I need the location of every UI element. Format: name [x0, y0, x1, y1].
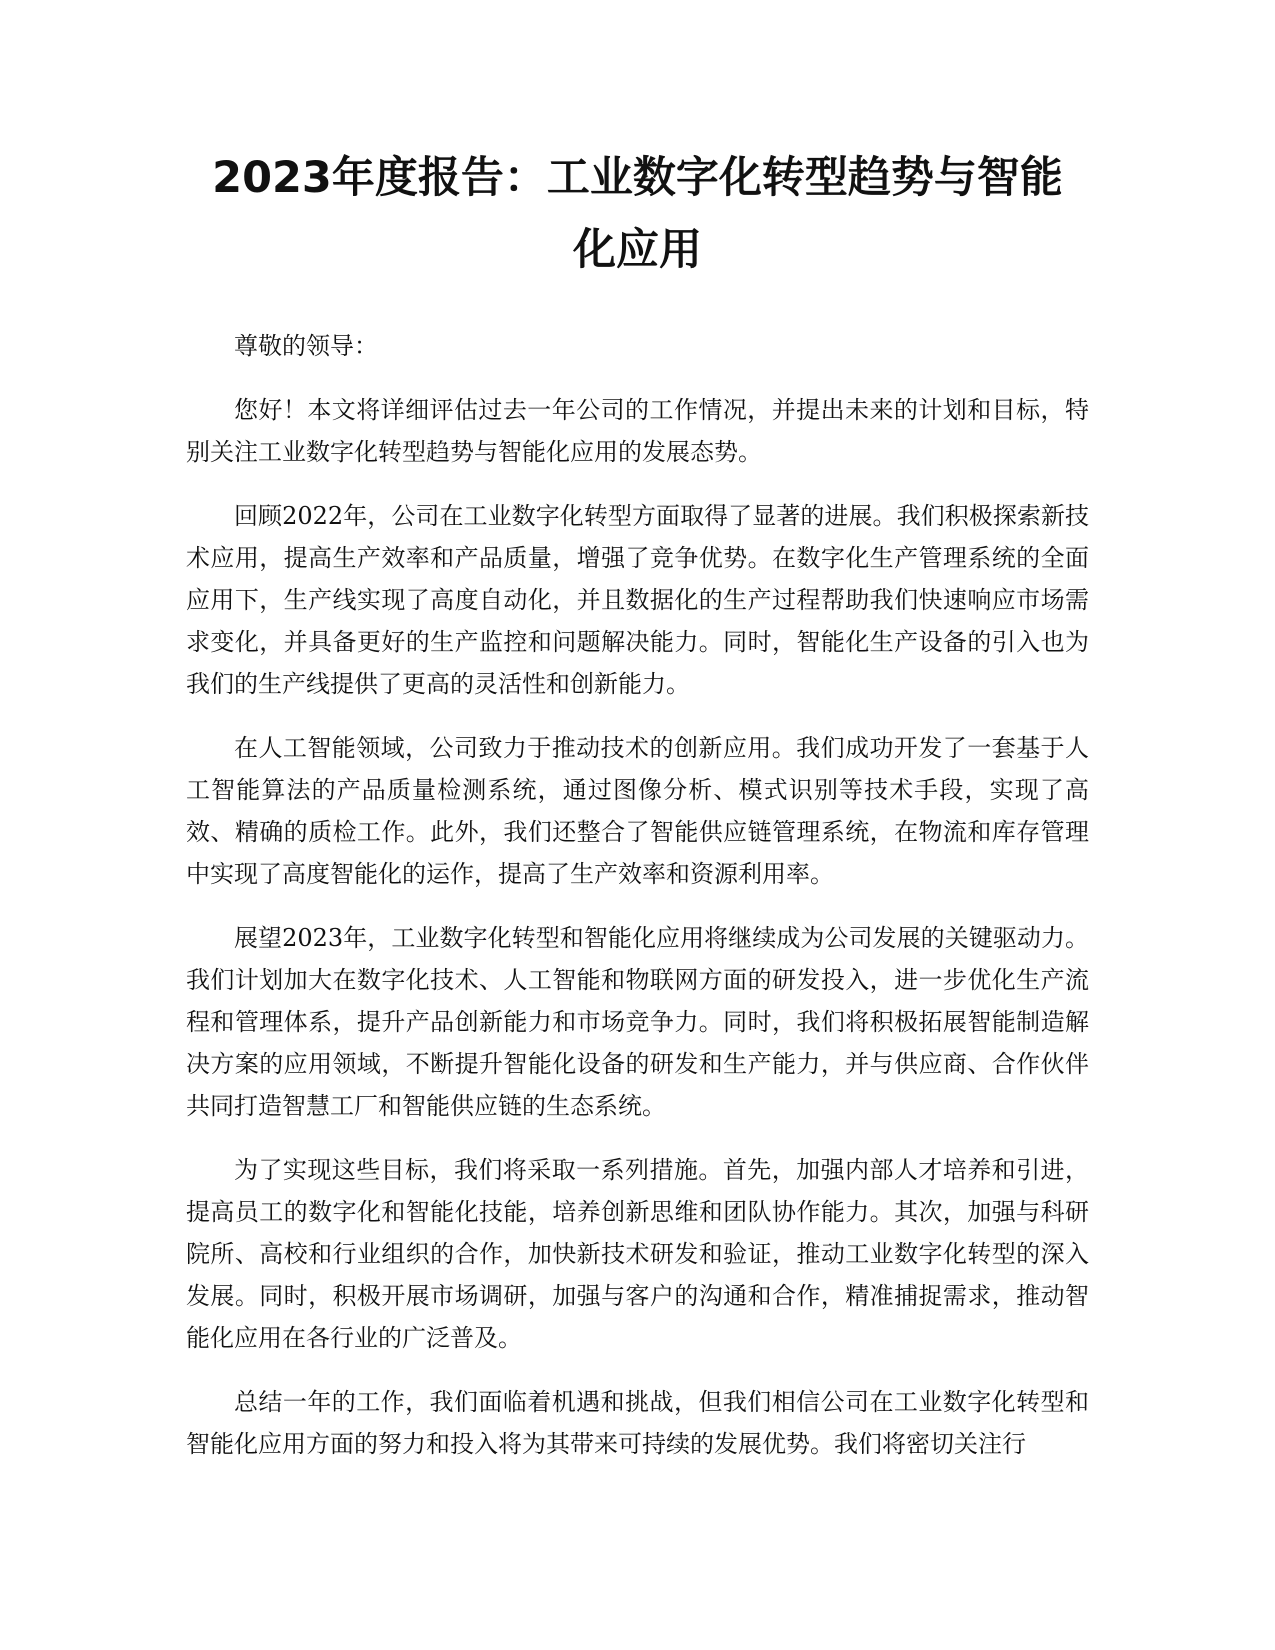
document-body	[186, 325, 1089, 1487]
paragraph-summary: 总结一年的工作，我们面临着机遇和挑战，但我们相信公司在工业数字化转型和智能化应用方面的努力和投入将为其带来可持续的发展优势。我们将密切关注行	[186, 1388, 1089, 1458]
paragraph-measures: 为了实现这些目标，我们将采取一系列措施。首先，加强内部人才培养和引进，提高员工的数字化和智能化技能，培养创新思维和团队协作能力。其次，加强与科研院所、高校和行业组织的合作，加快新技术研发和验证，推动工业数字化转型的深入发展。同时，积极开展市场调研，加强与客户的沟通和合作，精准捕捉需求，推动智能化应用在各行业的广泛普及。	[186, 1156, 1089, 1352]
paragraph-ai: 在人工智能领域，公司致力于推动技术的创新应用。我们成功开发了一套基于人工智能算法的产品质量检测系统，通过图像分析、模式识别等技术手段，实现了高效、精确的质检工作。此外，我们还整合了智能供应链管理系统，在物流和库存管理中实现了高度智能化的运作，提高了生产效率和资源利用率。	[186, 734, 1089, 888]
document-title-line-2: 化应用	[573, 225, 702, 275]
paragraph-review-2022: 回顾2022年，公司在工业数字化转型方面取得了显著的进展。我们积极探索新技术应用，提高生产效率和产品质量，增强了竞争优势。在数字化生产管理系统的全面应用下，生产线实现了高度自动化，并且数据化的生产过程帮助我们快速响应市场需求变化，并具备更好的生产监控和问题解决能力。同时，智能化生产设备的引入也为我们的生产线提供了更高的灵活性和创新能力。	[186, 502, 1089, 698]
paragraph-greeting: 您好！本文将详细评估过去一年公司的工作情况，并提出未来的计划和目标，特别关注工业数字化转型趋势与智能化应用的发展态势。	[186, 396, 1089, 466]
paragraph-outlook-2023: 展望2023年，工业数字化转型和智能化应用将继续成为公司发展的关键驱动力。我们计划加大在数字化技术、人工智能和物联网方面的研发投入，进一步优化生产流程和管理体系，提升产品创新能力和市场竞争力。同时，我们将积极拓展智能制造解决方案的应用领域，不断提升智能化设备的研发和生产能力，并与供应商、合作伙伴共同打造智慧工厂和智能供应链的生态系统。	[186, 924, 1089, 1120]
document-title	[180, 142, 1095, 286]
document-title-line-1: 2023年度报告：工业数字化转型趋势与智能	[212, 153, 1063, 203]
salutation: 尊敬的领导：	[234, 332, 378, 360]
